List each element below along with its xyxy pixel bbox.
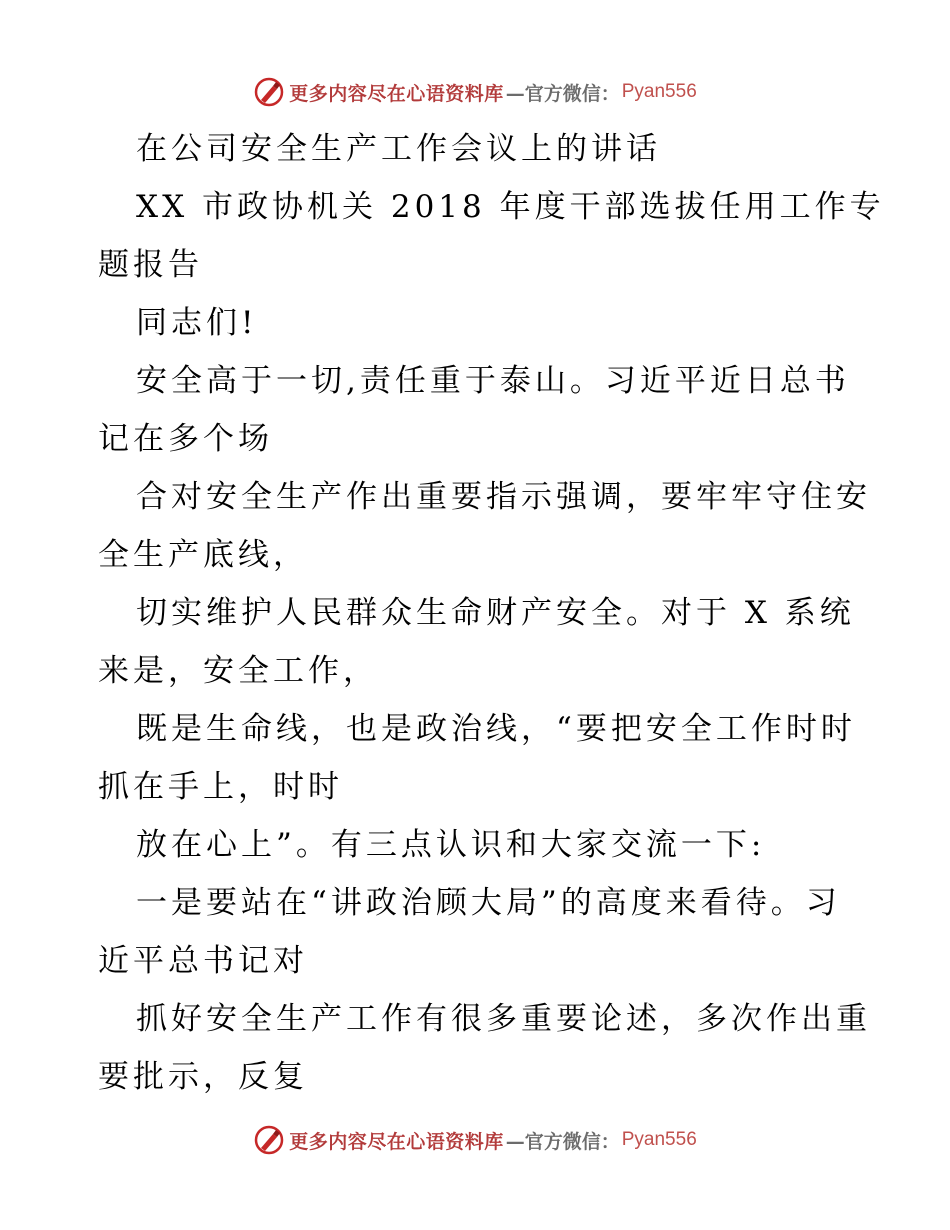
text-line: 合对安全生产作出重要指示强调，要牢牢守住安 xyxy=(136,479,871,515)
body-paragraph xyxy=(98,352,858,468)
body-paragraph xyxy=(98,584,858,700)
salutation xyxy=(98,294,858,352)
banner-wechat-id: Pyan556 xyxy=(621,1129,697,1150)
body-paragraph xyxy=(98,468,871,584)
document-body xyxy=(98,120,885,1106)
banner-side-text: —官方微信： xyxy=(505,1130,620,1153)
text-line: 切实维护人民群众生命财产安全。对于 X 系统 xyxy=(136,595,855,631)
text-line: 来是，安全工作， xyxy=(98,653,378,689)
text-line: 一是要站在“讲政治顾大局”的高度来看待。习 xyxy=(136,885,841,921)
text-line: 放在心上”。有三点认识和大家交流一下: xyxy=(136,827,766,863)
text-line: 题报告 xyxy=(98,247,203,283)
doc-title xyxy=(98,120,858,178)
text-line: 同志们! xyxy=(136,305,258,341)
body-paragraph xyxy=(98,874,858,990)
banner-wechat-id: Pyan556 xyxy=(621,81,697,102)
text-line: 抓在手上，时时 xyxy=(98,769,343,805)
body-paragraph xyxy=(98,990,871,1106)
text-line: 既是生命线，也是政治线，“要把安全工作时时 xyxy=(136,711,856,747)
doc-subtitle xyxy=(98,178,885,294)
banner-main-text: 更多内容尽在心语资料库 xyxy=(289,82,504,105)
body-paragraph xyxy=(98,816,858,874)
text-line: 抓好安全生产工作有很多重要论述，多次作出重 xyxy=(136,1001,871,1037)
banner-main-text: 更多内容尽在心语资料库 xyxy=(289,1130,504,1153)
text-line: 全生产底线， xyxy=(98,537,308,573)
text-line: XX 市政协机关 2018 年度干部选拔任用工作专 xyxy=(136,189,885,225)
footer-banner xyxy=(0,1120,950,1160)
pen-logo-icon xyxy=(253,76,285,108)
text-line: 记在多个场 xyxy=(98,421,273,457)
header-banner xyxy=(0,72,950,112)
pen-logo-icon xyxy=(253,1124,285,1156)
body-paragraph xyxy=(98,700,858,816)
banner-side-text: —官方微信： xyxy=(505,82,620,105)
text-line: 安全高于一切,责任重于泰山。习近平近日总书 xyxy=(136,363,850,399)
text-line: 要批示，反复 xyxy=(98,1059,308,1095)
text-line: 近平总书记对 xyxy=(98,943,308,979)
text-line: 在公司安全生产工作会议上的讲话 xyxy=(136,131,661,167)
